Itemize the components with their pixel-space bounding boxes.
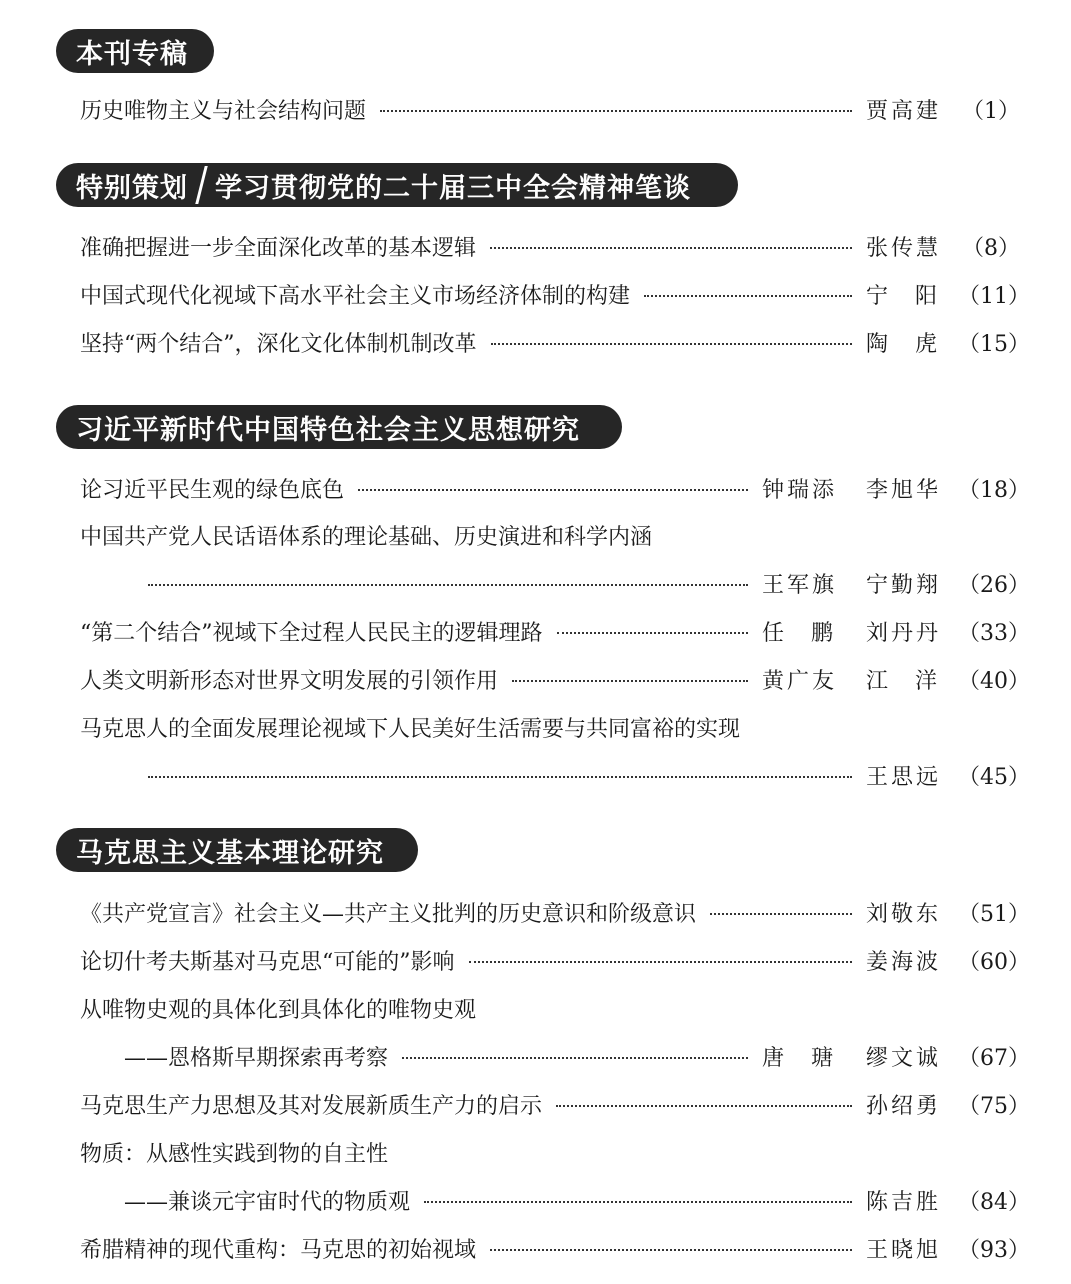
toc-entry-subtitle-line[interactable] xyxy=(124,1183,1030,1217)
section-title: 马克思主义基本理论研究 xyxy=(76,837,384,869)
entry-author: 钟瑞添 xyxy=(762,477,838,503)
entry-page: （15） xyxy=(958,331,1030,357)
entry-title: 论习近平民生观的绿色底色 xyxy=(80,477,345,503)
dot-leader xyxy=(710,913,852,915)
entry-author: 陶 虎 xyxy=(866,331,947,357)
dot-leader xyxy=(490,247,852,249)
entry-page: （93） xyxy=(958,1237,1030,1263)
entry-subtitle: ——恩格斯早期探索再考察 xyxy=(124,1045,389,1071)
entry-page: （51） xyxy=(958,901,1030,927)
entry-author: 李旭华 xyxy=(866,477,942,503)
toc-entry[interactable] xyxy=(80,662,1030,696)
entry-author: 姜海波 xyxy=(866,949,942,975)
entry-title: “第二个结合”视域下全过程人民民主的逻辑理路 xyxy=(80,620,543,646)
entry-author: 孙绍勇 xyxy=(866,1093,942,1119)
entry-author: 黄广友 xyxy=(762,668,838,694)
entry-subtitle: ——兼谈元宇宙时代的物质观 xyxy=(124,1189,411,1215)
entry-author: 宁 阳 xyxy=(866,283,947,309)
entry-page: （45） xyxy=(958,764,1030,790)
section-title-part-a: 特别策划 xyxy=(76,172,188,204)
dot-leader xyxy=(491,343,853,345)
entry-page: （40） xyxy=(958,668,1030,694)
entry-title: 希腊精神的现代重构：马克思的初始视域 xyxy=(80,1237,477,1263)
entry-author: 刘丹丹 xyxy=(866,620,942,646)
entry-author: 王晓旭 xyxy=(866,1237,942,1263)
toc-entry[interactable] xyxy=(80,943,1030,977)
dot-leader xyxy=(380,110,852,112)
dot-leader xyxy=(148,776,852,778)
section-header-special-planning xyxy=(56,163,738,207)
entry-author: 王思远 xyxy=(866,764,942,790)
entry-page: （8） xyxy=(962,235,1020,261)
dot-leader xyxy=(556,1105,852,1107)
toc-entry[interactable] xyxy=(80,471,1030,505)
entry-title: 论切什考夫斯基对马克思“可能的”影响 xyxy=(80,949,455,975)
toc-entry[interactable] xyxy=(80,614,1030,648)
slash-divider xyxy=(195,166,207,204)
entry-title: 人类文明新形态对世界文明发展的引领作用 xyxy=(80,668,499,694)
entry-title: 中国共产党人民话语体系的理论基础、历史演进和科学内涵 xyxy=(80,524,653,550)
section-header-xi-thought xyxy=(56,405,622,449)
entry-author: 刘敬东 xyxy=(866,901,942,927)
toc-entry[interactable] xyxy=(80,92,1020,126)
entry-author: 王军旗 xyxy=(762,572,838,598)
entry-page: （11） xyxy=(958,283,1030,309)
dot-leader xyxy=(512,680,748,682)
toc-entry-title-line[interactable] xyxy=(80,1135,388,1169)
toc-entry[interactable] xyxy=(80,229,1020,263)
entry-author: 任 鹏 xyxy=(762,620,843,646)
entry-title: 马克思生产力思想及其对发展新质生产力的启示 xyxy=(80,1093,543,1119)
entry-page: （26） xyxy=(958,572,1030,598)
entry-author: 唐 瑭 xyxy=(762,1045,843,1071)
entry-author: 陈吉胜 xyxy=(866,1189,942,1215)
dot-leader xyxy=(469,961,853,963)
section-title: 本刊专稿 xyxy=(76,38,188,70)
dot-leader xyxy=(358,489,748,491)
entry-page: （33） xyxy=(958,620,1030,646)
entry-author: 张传慧 xyxy=(866,235,942,261)
dot-leader xyxy=(557,632,749,634)
dot-leader xyxy=(424,1201,852,1203)
toc-entry-title-line[interactable] xyxy=(80,518,652,552)
entry-page: （60） xyxy=(958,949,1030,975)
toc-entry-continuation[interactable] xyxy=(148,758,1030,792)
entry-title: 物质：从感性实践到物的自主性 xyxy=(80,1141,389,1167)
dot-leader xyxy=(402,1057,748,1059)
toc-entry-continuation[interactable] xyxy=(148,566,1030,600)
entry-page: （75） xyxy=(958,1093,1030,1119)
entry-title: 准确把握进一步全面深化改革的基本逻辑 xyxy=(80,235,477,261)
entry-page: （1） xyxy=(962,98,1020,124)
entry-title: 从唯物史观的具体化到具体化的唯物史观 xyxy=(80,997,477,1023)
entry-title: 《共产党宣言》社会主义—共产主义批判的历史意识和阶级意识 xyxy=(80,901,697,927)
entry-author: 贾高建 xyxy=(866,98,942,124)
section-header-marxism-theory xyxy=(56,828,418,872)
toc-entry[interactable] xyxy=(80,277,1030,311)
entry-title: 中国式现代化视域下高水平社会主义市场经济体制的构建 xyxy=(80,283,631,309)
entry-title: 马克思人的全面发展理论视域下人民美好生活需要与共同富裕的实现 xyxy=(80,716,741,742)
section-title-part-b: 学习贯彻党的二十届三中全会精神笔谈 xyxy=(215,172,691,204)
section-header-special-feature xyxy=(56,29,214,73)
toc-entry-title-line[interactable] xyxy=(80,991,476,1025)
toc-entry-title-line[interactable] xyxy=(80,710,740,744)
toc-entry[interactable] xyxy=(80,1231,1030,1265)
section-title: 习近平新时代中国特色社会主义思想研究 xyxy=(76,414,580,446)
dot-leader xyxy=(490,1249,852,1251)
toc-entry-subtitle-line[interactable] xyxy=(124,1039,1030,1073)
entry-title: 历史唯物主义与社会结构问题 xyxy=(80,98,367,124)
dot-leader xyxy=(644,295,852,297)
dot-leader xyxy=(148,584,748,586)
entry-author: 江 洋 xyxy=(866,668,947,694)
entry-page: （84） xyxy=(958,1189,1030,1215)
entry-page: （67） xyxy=(958,1045,1030,1071)
toc-entry[interactable] xyxy=(80,325,1030,359)
toc-entry[interactable] xyxy=(80,1087,1030,1121)
entry-author: 缪文诚 xyxy=(866,1045,942,1071)
entry-page: （18） xyxy=(958,477,1030,503)
entry-author: 宁勤翔 xyxy=(866,572,942,598)
entry-title: 坚持“两个结合”，深化文化体制机制改革 xyxy=(80,331,477,357)
toc-entry[interactable] xyxy=(80,895,1030,929)
